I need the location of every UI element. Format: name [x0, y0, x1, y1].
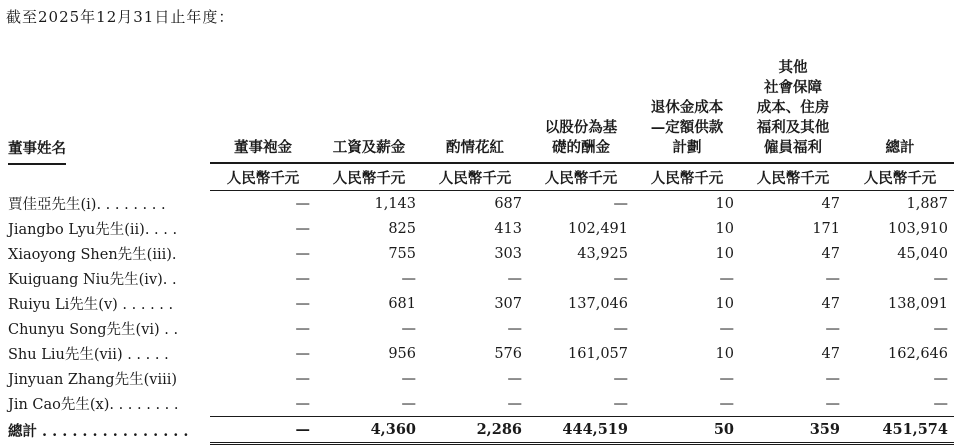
bonus-cell: 2,286: [422, 417, 528, 444]
total-cell: —: [933, 395, 948, 412]
fees-cell: —: [295, 195, 310, 212]
pension-cell: 10: [715, 345, 734, 362]
pension-cell: 10: [715, 195, 734, 212]
salaries-cell: 681: [388, 295, 416, 312]
social-cell: —: [825, 395, 840, 412]
fees-cell: —: [295, 320, 310, 337]
total-cell: 103,910: [888, 220, 948, 237]
director-name-cell: Jin Cao先生(x). . . . . . . .: [8, 397, 179, 414]
social-cell: —: [825, 270, 840, 287]
social-cell: 47: [821, 345, 840, 362]
director-name-cell: Jiangbo Lyu先生(ii). . . .: [8, 222, 178, 238]
table-row: [6, 241, 954, 266]
bonus-cell: 307: [494, 295, 522, 312]
share-based-cell: —: [613, 320, 628, 337]
director-name-cell: Kuiguang Niu先生(iv). .: [8, 272, 177, 288]
table-row: [6, 291, 954, 316]
pension-cell: —: [719, 320, 734, 337]
salaries-cell: —: [401, 395, 416, 412]
salaries-cell: 755: [388, 245, 416, 262]
director-name-cell: 總計 . . . . . . . . . . . . . . .: [8, 422, 189, 440]
table-row: [6, 341, 954, 366]
salaries-cell: —: [401, 370, 416, 387]
social-cell: 47: [821, 195, 840, 212]
table-row: [6, 391, 954, 417]
period-label: 截至2025年12月31日止年度：: [6, 8, 235, 26]
salaries-cell: 1,143: [374, 195, 416, 212]
fees-cell: —: [295, 370, 310, 387]
fees-cell: —: [295, 220, 310, 237]
social-cell: —: [825, 370, 840, 387]
share-based-cell: 102,491: [568, 220, 628, 237]
share-based-cell: —: [613, 270, 628, 287]
total-cell: 451,574: [846, 417, 954, 444]
salaries-cell: —: [401, 270, 416, 287]
total-cell: 1,887: [906, 195, 948, 212]
director-name-cell: 賈佳亞先生(i). . . . . . . .: [8, 196, 166, 213]
bonus-cell: 413: [494, 220, 522, 237]
share-based-cell: —: [613, 395, 628, 412]
table-row: [6, 216, 954, 241]
pension-cell: 10: [715, 220, 734, 237]
table-row: [6, 191, 954, 217]
salaries-cell: —: [401, 320, 416, 337]
fees-cell: —: [295, 345, 310, 362]
salaries-cell: 825: [388, 220, 416, 237]
unit-label: 人民幣千元: [210, 163, 316, 191]
table-row: [6, 316, 954, 341]
bonus-cell: —: [507, 320, 522, 337]
share-based-cell: 137,046: [568, 295, 628, 312]
header-social-security: 其他 社會保障 成本、住房 福利及其他 僱員福利: [740, 58, 846, 163]
pension-cell: 10: [715, 245, 734, 262]
fees-cell: —: [295, 270, 310, 287]
fees-cell: —: [210, 417, 316, 444]
pension-cell: —: [719, 270, 734, 287]
bonus-cell: —: [507, 370, 522, 387]
fees-cell: —: [295, 395, 310, 412]
social-cell: 47: [821, 295, 840, 312]
social-cell: —: [825, 320, 840, 337]
social-cell: 359: [740, 417, 846, 444]
table-row: [6, 366, 954, 391]
table-row: [6, 266, 954, 291]
bonus-cell: 687: [494, 195, 522, 212]
bonus-cell: 303: [494, 245, 522, 262]
director-name-cell: Xiaoyong Shen先生(iii).: [8, 247, 177, 263]
social-cell: 47: [821, 245, 840, 262]
director-remuneration-table: [6, 58, 954, 445]
total-cell: 138,091: [888, 295, 948, 312]
salaries-cell: 956: [388, 345, 416, 362]
header-director-name: 董事姓名: [6, 58, 210, 163]
header-total: 總計: [846, 58, 954, 163]
unit-label: 人民幣千元: [528, 163, 634, 191]
bonus-cell: 576: [494, 345, 522, 362]
total-cell: —: [933, 370, 948, 387]
header-fees: 董事袍金: [210, 58, 316, 163]
header-bonus: 酌情花紅: [422, 58, 528, 163]
total-cell: —: [933, 320, 948, 337]
unit-label: 人民幣千元: [634, 163, 740, 191]
director-name-cell: Shu Liu先生(vii) . . . . .: [8, 347, 169, 363]
total-row: [6, 417, 954, 444]
total-cell: —: [933, 270, 948, 287]
pension-cell: —: [719, 395, 734, 412]
share-based-cell: —: [613, 195, 628, 212]
total-cell: 45,040: [897, 245, 948, 262]
pension-cell: 50: [634, 417, 740, 444]
share-based-cell: 43,925: [577, 245, 628, 262]
director-name-cell: Jinyuan Zhang先生(viii): [8, 372, 178, 388]
bonus-cell: —: [507, 395, 522, 412]
unit-label: 人民幣千元: [316, 163, 422, 191]
director-name-cell: Chunyu Song先生(vi) . .: [8, 322, 179, 338]
pension-cell: —: [719, 370, 734, 387]
header-salaries: 工資及薪金: [316, 58, 422, 163]
total-cell: 162,646: [888, 345, 948, 362]
salaries-cell: 4,360: [316, 417, 422, 444]
unit-label: 人民幣千元: [740, 163, 846, 191]
bonus-cell: —: [507, 270, 522, 287]
share-based-cell: —: [613, 370, 628, 387]
director-name-cell: Ruiyu Li先生(v) . . . . . .: [8, 297, 174, 313]
share-based-cell: 161,057: [568, 345, 628, 362]
unit-label: 人民幣千元: [422, 163, 528, 191]
social-cell: 171: [812, 220, 840, 237]
unit-blank: [6, 163, 210, 191]
fees-cell: —: [295, 295, 310, 312]
fees-cell: —: [295, 245, 310, 262]
unit-label: 人民幣千元: [846, 163, 954, 191]
pension-cell: 10: [715, 295, 734, 312]
share-based-cell: 444,519: [528, 417, 634, 444]
header-pension: 退休金成本 —定額供款 計劃: [634, 58, 740, 163]
header-share-based: 以股份為基 礎的酬金: [528, 58, 634, 163]
